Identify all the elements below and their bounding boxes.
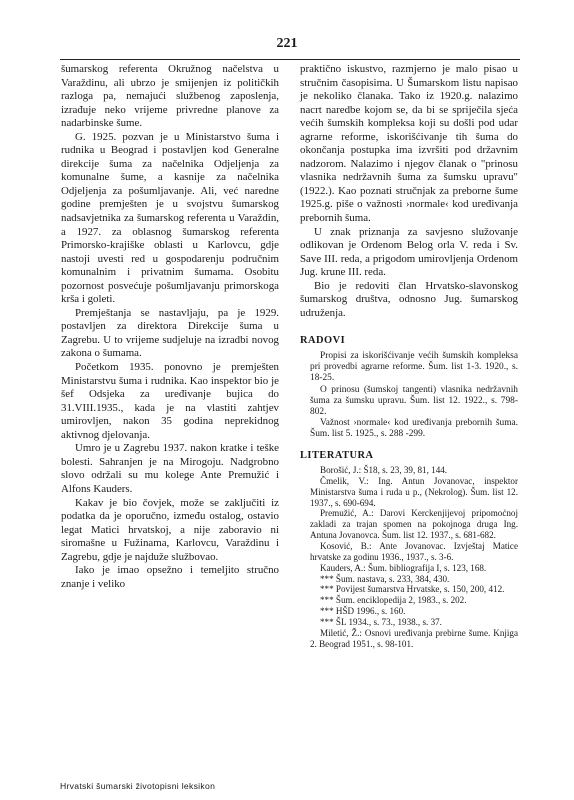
works-heading: RADOVI xyxy=(300,335,346,347)
page-number: 221 xyxy=(276,36,298,51)
paragraph: Bio je redoviti član Hrvatsko-slavonskog šumarskog društva, odnosno Jug. šumarskog udruženja. xyxy=(300,279,518,319)
literature-entry: *** Šum. nastava, s. 233, 384, 430. xyxy=(320,573,450,584)
literature-entry: Miletić, Ž.: Osnovi uređivanja prebirne šume. Knjiga 2. Beograd 1951., s. 98-101. xyxy=(310,627,518,649)
paragraph: Iako je imao opsežno i temeljito stručno znanje i veliko xyxy=(61,564,279,590)
paragraph: šumarskog referenta Okružnog načelstva u Varaždinu, ali ubrzo je smijenjen iz političkih razloga pa, nemajući službenog zaposlenja, izrađuje neko vrijeme privredne planove za nadarbinske šume. xyxy=(61,63,279,130)
work-entry: O prinosu (šumskoj tangenti) vlasnika nedržavnih šuma za šumsku upravu. Šum. list 12. 1922., s. 798-802. xyxy=(310,384,518,417)
work-entry: Važnost ›normale‹ kod uređivanja prebornih šuma. Šum. list 5. 1925., s. 288 -299. xyxy=(310,418,518,440)
literature-entry: *** ŠL 1934., s. 73., 1938., s. 37. xyxy=(320,616,442,627)
left-column xyxy=(61,63,279,591)
literature-entry: Kauders, A.: Šum. bibliografija I, s. 123, 168. xyxy=(320,562,487,573)
paragraph: Umro je u Zagrebu 1937. nakon kratke i teške bolesti. Sahranjen je na Mirogoju. Nadgrobno slovo održali su mu kolege Ante Premužić i Alfons Kauders. xyxy=(61,442,279,495)
literature-heading: LITERATURA xyxy=(300,449,374,461)
paragraph: Kakav je bio čovjek, može se zaključiti iz podatka da je oporučno, između ostalog, ostavio legat Matici hrvatskoj, a nije zaboravio ni siromašne u Fužinama, Karlovcu, Varaždinu i Zagrebu, gdje je najduže službovao. xyxy=(61,496,279,563)
literature-entry: Premužić, A.: Darovi Kerckenjijevoj pripomoćnoj zakladi za trajan spomen na pokojnoga druga Ing. Antuna Jovanovca. Šum. list 12. 1937., s. 681-682. xyxy=(310,508,518,541)
paragraph: U znak priznanja za savjesno služovanje odlikovan je Ordenom Belog orla V. reda i Sv. Save III. reda, a prigodom umirovljenja Ordenom Jug. krune III. reda. xyxy=(300,225,518,279)
paragraph: Premještanja se nastavljaju, pa je 1929. postavljen za direktora Direkcije šuma u Zagrebu. U to vrijeme sudjeluje na izradbi novog zakona o šumama. xyxy=(61,306,279,360)
literature-entry: *** Šum. enciklopedija 2, 1983., s. 202. xyxy=(320,595,467,606)
header-rule xyxy=(60,59,520,60)
literature-entry: Čmelik, V.: Ing. Antun Jovanovac, inspektor Ministarstva šuma i ruda u p., (Nekrolog). Šum. list 12. 1937., s. 690-694. xyxy=(310,475,518,508)
literature-entry: Kosović, B.: Ante Jovanovac. Izvještaj Matice hrvatske za godinu 1936., 1937., s. 3-6. xyxy=(310,541,518,562)
right-column xyxy=(300,63,518,649)
literature-entry: *** HŠD 1996., s. 160. xyxy=(320,606,406,617)
literature-entry: *** Povijest šumarstva Hrvatske, s. 150, 200, 412. xyxy=(320,584,505,595)
literature-entry: Borošić, J.: Š18, s. 23, 39, 81, 144. xyxy=(320,465,448,476)
paragraph: praktično iskustvo, razmjerno je malo pisao u stručnim časopisima. U Šumarskom listu napisao je nekoliko članaka. Tako iz 1920.g. nalazimo nacrt naredbe kojom se, da bi se spriječila sjeća većih šumskih kompleksa koji su došli pod udar agrarne reforme, iskorišćivanje tih šuma do okončanja postupka ima izvršiti pod državnim nadzorom. Nalazimo i njegov članak o "prinosu vlasnika nedržavnih šuma za šumsku upravu" (1922.). Kao poznati stručnjak za preborne šume 1925.g. piše o važnosti ›normale‹ kod uređivanja prebornih šuma. xyxy=(300,63,518,225)
paragraph: G. 1925. pozvan je u Ministarstvo šuma i rudnika u Beograd i postavljen kod Generalne direkcije šuma za načelnika Odjeljenja za komunalne šume, a kasnije za načelnika Odjeljenja za pošumljavanje. Ali, već naredne godine premješten je u svojstvu šumarskog nadsavjetnika za šumarskog referenta u Varaždin, a 1927. za oblasnog šumarskog referenta Primorsko-krajiške oblasti u Karlovcu, gdje nastoji uvesti red u gospodarenju područnim komunalnim i privatnim šumama. Osobitu pozornost posvećuje pošumljavanju primorskoga krša i goleti. xyxy=(61,130,279,306)
work-entry: Propisi za iskorišćivanje većih šumskih kompleksa pri provedbi agrarne reforme. Šum. list 1-3. 1920., s. 18-25. xyxy=(310,350,518,384)
footer-title: Hrvatski šumarski životopisni leksikon xyxy=(60,781,216,791)
paragraph: Početkom 1935. ponovno je premješten Ministarstvu šuma i rudnika. Kao inspektor bio je šef Odsjeka za uređivanje bujica do 31.VIII.1935., kada je na vlastiti zahtjev umirovljen, nakon 35 godina neprekidnog aktivnog djelovanja. xyxy=(61,361,279,441)
